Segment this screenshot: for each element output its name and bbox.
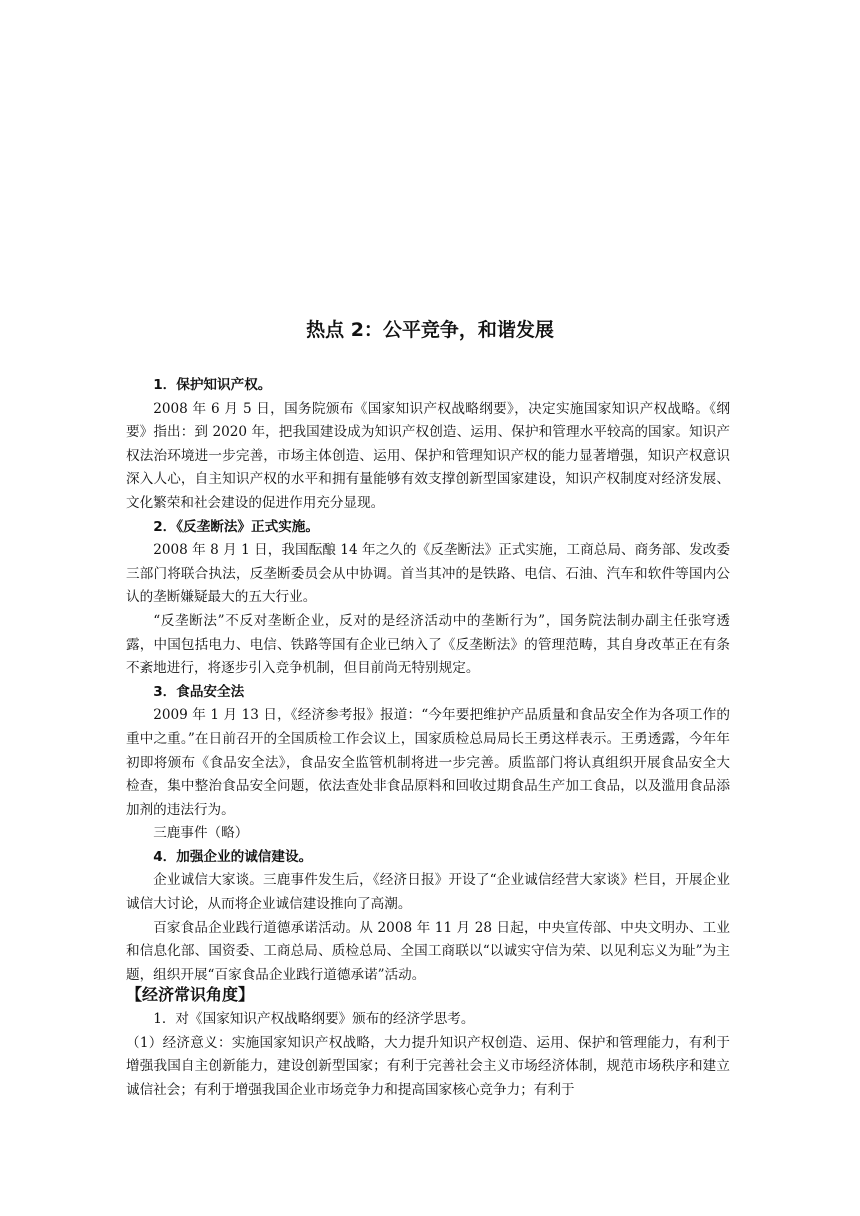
item-heading: 3．食品安全法 [153, 683, 245, 700]
paragraph: 百家食品企业践行道德承诺活动。从 2008 年 11 月 28 日起，中央宣传部、中央文明办、工业和信息化部、国资委、工商总局、质检总局、全国工商联以“以诚实守信为荣、以见利忘义为耻”为主题，组织开展“百家食品企业践行道德承诺”活动。 [126, 919, 730, 983]
item-heading: 2．《反垄断法》正式实施。 [153, 518, 319, 535]
page-title: 热点 2：公平竞争，和谐发展 [306, 319, 554, 341]
item-heading: 1．保护知识产权。 [153, 377, 272, 393]
document-body [126, 374, 730, 987]
paragraph: 企业诚信大家谈。三鹿事件发生后，《经济日报》开设了“企业诚信经营大家谈》栏目，开展企业诚信大讨论，从而将企业诚信建设推向了高潮。 [126, 872, 730, 913]
paragraph: 2009 年 1 月 13 日，《经济参考报》报道：“今年要把维护产品质量和食品安全作为各项工作的重中之重。”在日前召开的全国质检工作会议上，国家质检总局局长王勇这样表示。王勇透露，今年年初即将颁布《食品安全法》，食品安全监管机制将进一步完善。质监部门将认真组织开展食品安全大检查，集中整治食品安全问题，依法查处非食品原料和回收过期食品生产加工食品，以及滥用食品添加剂的违法行为。 [126, 707, 730, 818]
section-item: 1．对《国家知识产权战略纲要》颁布的经济学思考。 [153, 1011, 475, 1027]
item-heading: 4．加强企业的诚信建设。 [153, 848, 313, 865]
paragraph: 三鹿事件（略） [153, 825, 249, 842]
section-point: （1）经济意义：实施国家知识产权战略，大力提升知识产权创造、运用、保护和管理能力，有利于增强我国自主创新能力，建设创新型国家；有利于完善社会主义市场经济体制，规范市场秩序和建立诚信社会；有利于增强我国企业市场竞争力和提高国家核心竞争力；有利于 [126, 1034, 730, 1098]
paragraph: 2008 年 6 月 5 日，国务院颁布《国家知识产权战略纲要》，决定实施国家知识产权战略。《纲要》指出：到 2020 年，把我国建设成为知识产权创造、运用、保护和管理水平较高的国家。知识产权法治环境进一步完善，市场主体创造、运用、保护和管理知识产权的能力显著增强，知识产权意识深入人心，自主知识产权的水平和拥有量能够有效支撑创新型国家建设，知识产权制度对经济发展、文化繁荣和社会建设的促进作用充分显现。 [126, 400, 730, 511]
paragraph: 2008 年 8 月 1 日，我国酝酿 14 年之久的《反垄断法》正式实施，工商总局、商务部、发改委三部门将联合执法，反垄断委员会从中协调。首当其冲的是铁路、电信、石油、汽车和软件等国内公认的垄断嫌疑最大的五大行业。 [126, 542, 730, 606]
paragraph: “反垄断法”不反对垄断企业，反对的是经济活动中的垄断行为”，国务院法制办副主任张穹透露，中国包括电力、电信、铁路等国有企业已纳入了《反垄断法》的管理范畴，其自身改革正在有条不紊地进行，将逐步引入竞争机制，但目前尚无特别规定。 [126, 612, 730, 677]
section-heading: 【经济常识角度】 [126, 985, 255, 1004]
section-body [126, 1008, 730, 1102]
